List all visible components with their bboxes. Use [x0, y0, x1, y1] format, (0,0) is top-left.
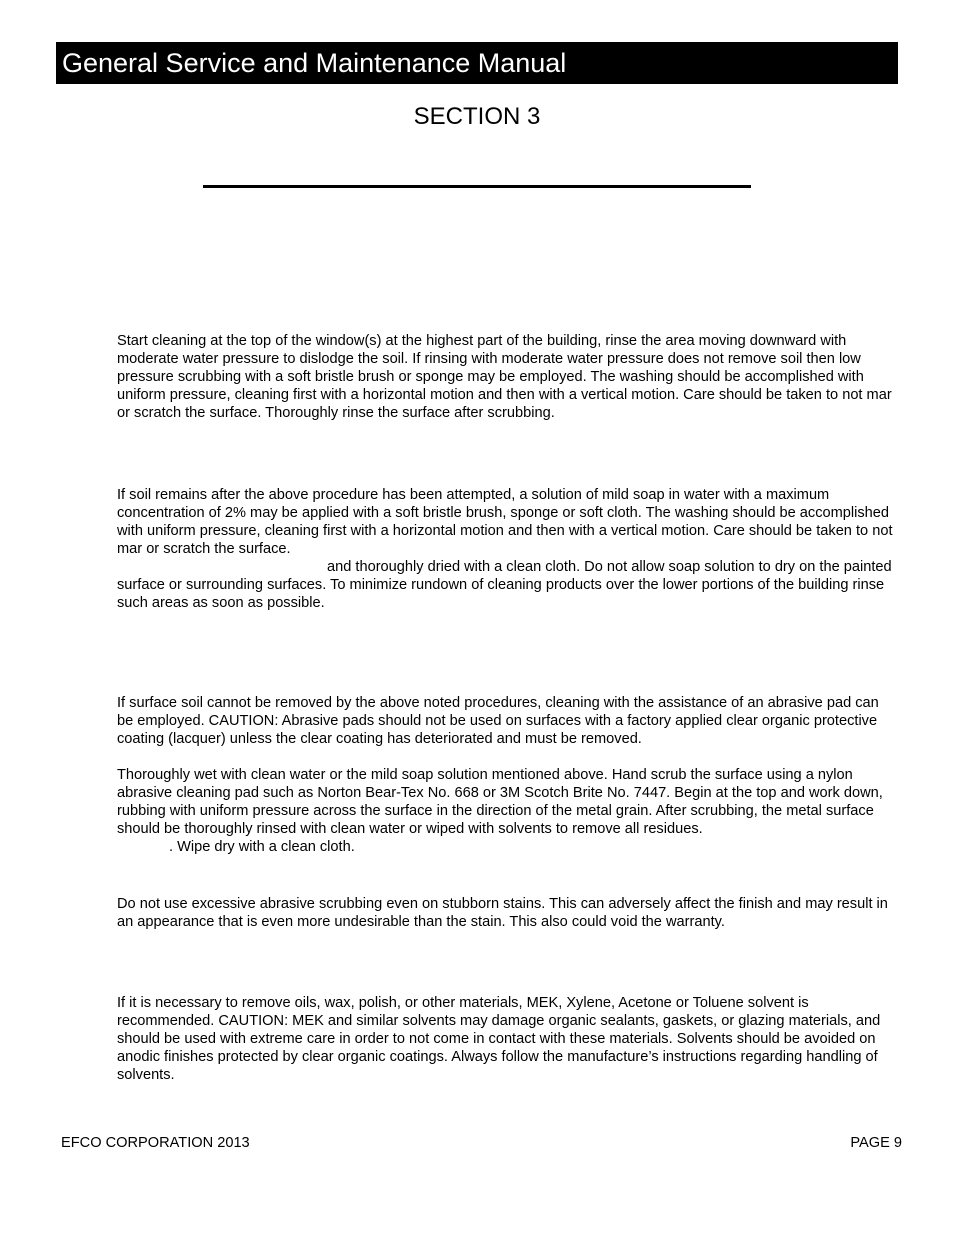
- scrub-paragraph: [117, 766, 897, 856]
- footer-page-number: PAGE 9: [850, 1135, 902, 1151]
- page-title: General Service and Maintenance Manual: [62, 48, 567, 78]
- soap-paragraph-continuation: and thoroughly dried with a clean cloth. Do not allow soap solution to dry on the painted surface or surrounding surfaces. To minimize rundown of cleaning products over the lower portions of the building rinse such areas as soon as possible.: [117, 559, 892, 611]
- section-heading: SECTION 3: [413, 103, 541, 130]
- heading-divider: [203, 185, 751, 188]
- solvent-paragraph: If it is necessary to remove oils, wax, polish, or other materials, MEK, Xylene, Acetone or Toluene solvent is recommended. CAUTION: MEK and similar solvents may damage organic sealants, gaskets, or glazing materials, and should be used with extreme care in order to not come in contact with these materials. Solvents should be avoided on anodic finishes protected by clear organic coatings. Always follow the manufacture’s instructions regarding handling of solvents.: [117, 995, 881, 1083]
- warning-paragraph: Do not use excessive abrasive scrubbing even on stubborn stains. This can adversely affect the finish and may result in an appearance that is even more undesirable than the stain. This also could void the warranty.: [117, 896, 888, 930]
- page-title-bar: [56, 42, 898, 84]
- rinse-paragraph: Start cleaning at the top of the window(s) at the highest part of the building, rinse the area moving downward with moderate water pressure to dislodge the soil. If rinsing with moderate water pressure does not remove soil then low pressure scrubbing with a soft bristle brush or sponge may be employed. The washing should be accomplished with uniform pressure, cleaning first with a horizontal motion and then with a vertical motion. Care should be taken to not mar or scratch the surface. Thoroughly rinse the surface after scrubbing.: [117, 333, 892, 421]
- scrub-paragraph-text: Thoroughly wet with clean water or the mild soap solution mentioned above. Hand scrub the surface using a nylon abrasive cleaning pad such as Norton Bear-Tex No. 668 or 3M Scotch Brite No. 7447. Begin at the top and work down, rubbing with uniform pressure across the surface in the direction of the metal grain. After scrubbing, the metal surface should be thoroughly rinsed with clean water or wiped with solvents to remove all residues.: [117, 767, 883, 837]
- soap-paragraph: [117, 486, 897, 612]
- scrub-paragraph-continuation: . Wipe dry with a clean cloth.: [169, 839, 355, 855]
- abrasive-paragraph: If surface soil cannot be removed by the above noted procedures, cleaning with the assistance of an abrasive pad can be employed. CAUTION: Abrasive pads should not be used on surfaces with a factory applied clear organic protective coating (lacquer) unless the clear coating has deteriorated and must be removed.: [117, 695, 879, 747]
- footer-company: EFCO CORPORATION 2013: [61, 1135, 250, 1151]
- soap-paragraph-text: If soil remains after the above procedure has been attempted, a solution of mild soap in water with a maximum concentration of 2% may be applied with a soft bristle brush, sponge or soft cloth. The washing should be accomplished with uniform pressure, cleaning first with a horizontal motion and then with a vertical motion. Care should be taken to not mar or scratch the surface.: [117, 487, 893, 557]
